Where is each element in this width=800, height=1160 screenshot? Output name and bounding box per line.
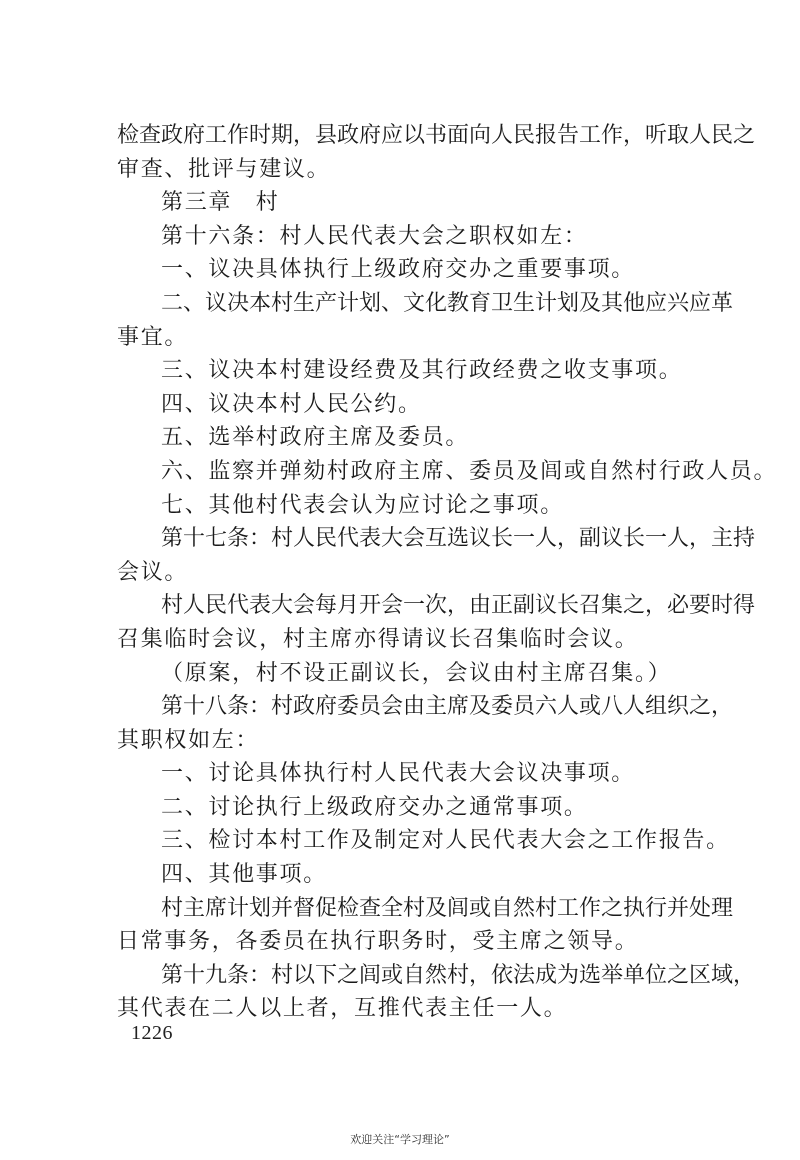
list-item: 一、议决具体执行上级政府交办之重要事项。	[161, 257, 636, 283]
chapter-heading: 第三章 村	[161, 190, 280, 216]
paragraph-text: 村人民代表大会每月开会一次，由正副议长召集之，必要时得	[161, 593, 756, 619]
text-line: 其职权如左：	[117, 727, 260, 753]
article-heading: 第十六条：村人民代表大会之职权如左：	[161, 223, 588, 249]
text-line: 召集临时会议，村主席亦得请议长召集临时会议。	[117, 626, 639, 652]
body-text	[117, 119, 778, 1026]
list-item: 三、检讨本村工作及制定对人民代表大会之工作报告。	[161, 828, 730, 854]
page-number: 1226	[131, 1022, 173, 1044]
text-line: 会议。	[117, 559, 189, 585]
list-item: 四、其他事项。	[161, 862, 327, 888]
list-item: 二、议决本村生产计划、文化教育卫生计划及其他应兴应革	[161, 290, 734, 316]
text-line: 日常事务，各委员在执行职务时，受主席之领导。	[117, 929, 639, 955]
text-line: 其代表在二人以上者，互推代表主任一人。	[117, 996, 568, 1022]
article-text: 第十九条：村以下之闾或自然村，依法成为选举单位之区域，	[161, 962, 756, 988]
list-item: 二、讨论执行上级政府交办之通常事项。	[161, 794, 588, 820]
article-text: 第十七条：村人民代表大会互选议长一人，副议长一人，主持	[161, 526, 756, 552]
text-line: 事宜。	[117, 324, 189, 350]
text-line: 检查政府工作时期，县政府应以书面向人民报告工作，听取人民之	[117, 123, 756, 148]
list-item: 七、其他村代表会认为应讨论之事项。	[161, 492, 564, 518]
list-item: 一、讨论具体执行村人民代表大会议决事项。	[161, 761, 636, 787]
list-item: 五、选举村政府主席及委员。	[161, 425, 470, 451]
list-item: 四、议决本村人民公约。	[161, 391, 422, 417]
article-text: 第十八条：村政府委员会由主席及委员六人或八人组织之，	[161, 694, 734, 720]
paragraph-text: 村主席计划并督促检查全村及闾或自然村工作之执行并处理	[161, 895, 734, 921]
text-line: 审查、批评与建议。	[117, 156, 331, 182]
note-text: （原案，村不设正副议长，会议由村主席召集。）	[161, 660, 672, 686]
list-item: 三、议决本村建设经费及其行政经费之收支事项。	[161, 358, 683, 384]
list-item: 六、监察并弹劾村政府主席、委员及闾或自然村行政人员。	[161, 458, 778, 484]
footer-note: 欢迎关注“学习理论”	[350, 1133, 450, 1146]
